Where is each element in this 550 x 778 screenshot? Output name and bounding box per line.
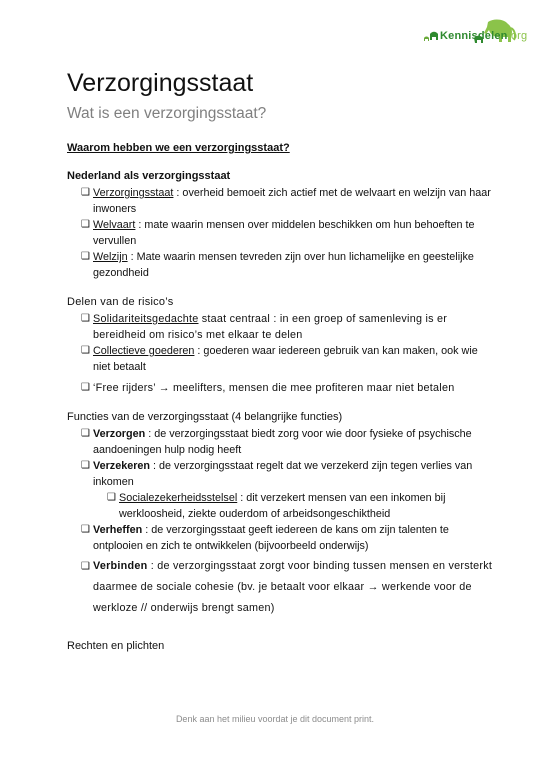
document-page — [67, 68, 497, 653]
section-rechten — [67, 639, 497, 653]
section-title: Rechten en plichten — [67, 640, 165, 652]
checkbox-bullet-icon: ❑ — [81, 428, 90, 439]
list-item — [67, 380, 497, 396]
item-text: : de verzorgingsstaat geeft iedereen de kans om zijn talenten te ontplooien en zich te ontwikkelen (bijvoorbeeld onderwijs) — [93, 524, 449, 552]
item-term: Verzekeren — [93, 460, 151, 472]
question-heading: Waarom hebben we een verzorgingsstaat? — [67, 142, 290, 154]
item-term: Verzorgingsstaat — [93, 187, 174, 199]
item-term: Welzijn — [93, 251, 128, 263]
list-item — [67, 311, 497, 343]
checkbox-bullet-icon: ❑ — [81, 313, 91, 324]
item-text: staat centraal : in een groep of samenleving is er bereidheid om risico’s met elkaar te delen — [93, 313, 448, 341]
page-title: Verzorgingsstaat — [67, 69, 254, 97]
item-text: : de verzorgingsstaat biedt zorg voor wie door fysieke of psychische aandoeningen hulp nodig heeft — [93, 428, 472, 456]
item-list — [67, 311, 497, 396]
item-text: : de verzorgingsstaat regelt dat we verzekerd zijn tegen verlies van inkomen — [93, 460, 473, 488]
item-text: : overheid bemoeit zich actief met de welvaart en welzijn van haar inwoners — [93, 187, 491, 215]
list-item — [67, 522, 497, 554]
item-term: Collectieve goederen — [93, 345, 195, 357]
list-item — [67, 458, 497, 490]
item-text: ‘Free rijders’ → meelifters, mensen die mee profiteren maar niet betalen — [93, 382, 455, 394]
list-item — [67, 249, 497, 281]
item-term: Verzorgen — [93, 428, 146, 440]
checkbox-bullet-icon: ❑ — [81, 561, 91, 572]
item-term: Socialezekerheidsstelsel — [119, 492, 238, 504]
list-item — [67, 556, 497, 619]
checkbox-bullet-icon: ❑ — [81, 524, 90, 535]
item-text: : de verzorgingsstaat zorgt voor binding tussen mensen en versterkt daarmee de sociale cohesie (bv. je betaalt voor elkaar → werkende voor de werkloze // onderwijs brengt samen) — [93, 560, 493, 614]
list-item — [67, 343, 497, 375]
list-item — [67, 426, 497, 458]
section-risico — [67, 295, 497, 396]
section-title: Delen van de risico’s — [67, 296, 174, 308]
item-text: : mate waarin mensen over middelen beschikken om hun behoeften te vervullen — [93, 219, 475, 247]
section-functies — [67, 410, 497, 619]
kennisdelen-logo — [416, 18, 534, 52]
section-title: Functies van de verzorgingsstaat (4 belangrijke functies) — [67, 411, 343, 423]
list-item — [67, 185, 497, 217]
item-text: : dit verzekert mensen van een inkomen bij werkloosheid, ziekte ouderdom of arbeidsongeschiktheid — [119, 492, 446, 520]
section-title: Nederland als verzorgingsstaat — [67, 170, 231, 182]
logo-brand: Kennisdelen — [440, 30, 508, 42]
page-footer: Denk aan het milieu voordat je dit document print. — [175, 714, 375, 724]
logo-tld: .org — [507, 30, 528, 42]
checkbox-bullet-icon: ❑ — [81, 187, 90, 198]
item-list — [67, 426, 497, 619]
item-term: Solidariteitsgedachte — [93, 313, 199, 325]
item-list — [67, 185, 497, 281]
list-item — [67, 490, 497, 522]
item-term: Verheffen — [93, 524, 143, 536]
checkbox-bullet-icon: ❑ — [81, 382, 91, 393]
checkbox-bullet-icon: ❑ — [81, 460, 90, 471]
checkbox-bullet-icon: ❑ — [81, 219, 90, 230]
item-text: : goederen waar iedereen gebruik van kan maken, ook wie niet betaalt — [93, 345, 478, 373]
item-term: Welvaart — [93, 219, 136, 231]
checkbox-bullet-icon: ❑ — [81, 251, 90, 262]
checkbox-bullet-icon: ❑ — [81, 345, 90, 356]
page-subtitle: Wat is een verzorgingsstaat? — [67, 105, 267, 122]
checkbox-bullet-icon: ❑ — [107, 492, 116, 503]
item-text: : Mate waarin mensen tevreden zijn over hun lichamelijke en geestelijke gezondheid — [93, 251, 474, 279]
section-nederland — [67, 169, 497, 281]
list-item — [67, 217, 497, 249]
item-term: Verbinden — [93, 560, 148, 572]
